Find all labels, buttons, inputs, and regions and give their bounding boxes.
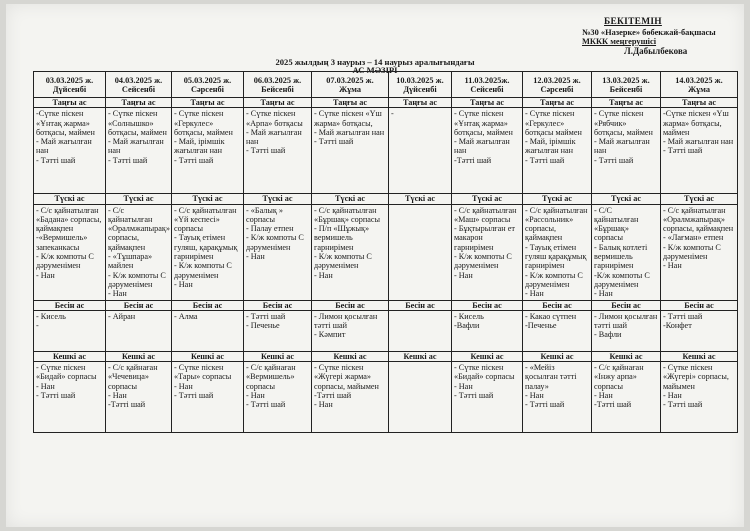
meal-cell: - С/с қайнатылған «Бадана» сорпасы, қаймақпен -«Вермишель» запеканкасы - К/ж компоты С дәруменімен - Нан (34, 204, 106, 300)
meal-cell: - С/с қайнаған «Чечевица» сорпасы - Нан -Тәтті шай (106, 362, 172, 433)
meal-label: Кешкі ас (452, 351, 523, 361)
meal-label: Таңғы ас (592, 98, 661, 108)
breakfast-row (34, 108, 738, 194)
day-header: 13.03.2025 ж. Бейсенбі (592, 72, 661, 98)
day-header: 06.03.2025 ж. Бейсенбі (244, 72, 312, 98)
meal-label: Түскі ас (661, 194, 738, 204)
afternoon-snack-label-row (34, 300, 738, 310)
approval-signatory: Л.Дабылбекова (624, 45, 688, 56)
meal-cell: -Сүтке піскен «Үш жарма» ботқасы, маймен - Май жағылған нан - Тәтті шай (661, 108, 738, 194)
meal-label: Түскі ас (452, 194, 523, 204)
meal-cell: - С/с қайнатылған «Үй кеспесі» сорпасы - Тауық етімен гуляш, қарақұмық гарнирімен - К/ж компоты С дәруменімен - Нан (172, 204, 244, 300)
day-header: 04.03.2025 ж. Сейсенбі (106, 72, 172, 98)
meal-cell: -Сүтке піскен «Ұнтақ жарма» ботқасы, маймен - Май жағылған нан - Тәтті шай (34, 108, 106, 194)
meal-label: Кешкі ас (661, 351, 738, 361)
day-header: 11.03.2025ж. Сейсенбі (452, 72, 523, 98)
meal-label: Түскі ас (523, 194, 592, 204)
meal-label: Түскі ас (34, 194, 106, 204)
meal-label: Кешкі ас (592, 351, 661, 361)
meal-cell: - Тәтті шай - Печенье (244, 310, 312, 351)
meal-cell: - «Мейіз қосылған тәтті палау» - Нан - Тәтті шай (523, 362, 592, 433)
dinner-row (34, 362, 738, 433)
meal-label: Таңғы ас (106, 98, 172, 108)
meal-cell: - (389, 108, 452, 194)
meal-cell (389, 310, 452, 351)
meal-cell: - Тәтті шай -Конфет (661, 310, 738, 351)
meal-cell: - «Балық » сорпасы - Палау етпен - К/ж компоты С дәруменімен - Нан (244, 204, 312, 300)
meal-cell: - Сүтке піскен «Жүгері» сорпасы, майымен - Нан - Тәтті шай (661, 362, 738, 433)
menu-title: АС МӘЗІРІ (352, 65, 398, 75)
meal-cell: - Сүтке піскен «Геркулес» ботқасы, маймен - Май, ірімшік жағылған нан - Тәтті шай (172, 108, 244, 194)
meal-cell: - Лимон қосылған тәтті шай - Вафли (592, 310, 661, 351)
meal-cell: - С/с қайнаған «Інжу арпа» сорпасы - Нан -Тәтті шай (592, 362, 661, 433)
meal-label: Түскі ас (592, 194, 661, 204)
meal-cell: - С/с қайнатылған «Оралмжапырақ» сорпасы, қаймақпен - «Тұшпара» майлен - К/ж компоты С дәруменімен - Нан (106, 204, 172, 300)
meal-cell: - Сүтке піскен «Рябчик» ботқасы, маймен - Май жағылған нан - Тәтті шай (592, 108, 661, 194)
meal-cell: - Сүтке піскен «Солнышко» ботқасы, маймен - Май жағылған нан - Тәтті шай (106, 108, 172, 194)
meal-label: Бесін ас (452, 300, 523, 310)
lunch-label-row (34, 194, 738, 204)
meal-label: Кешкі ас (523, 351, 592, 361)
meal-label: Түскі ас (244, 194, 312, 204)
approval-stamp (582, 18, 742, 56)
meal-cell (389, 204, 452, 300)
menu-table (33, 71, 738, 433)
meal-cell: - Сүтке піскен «Үш жарма» ботқасы, - Май жағылған нан - Тәтті шай (312, 108, 389, 194)
meal-cell: - Алма (172, 310, 244, 351)
meal-label: Таңғы ас (34, 98, 106, 108)
meal-cell: - Айран (106, 310, 172, 351)
meal-label: Түскі ас (312, 194, 389, 204)
day-header-row (34, 72, 738, 98)
meal-cell: - С/С қайнатылған «Бұршақ» сорпасы - Балық котлеті вермишель гарнирімен -К/ж компоты С дәруменімен - Нан (592, 204, 661, 300)
meal-cell: - Сүтке піскен «Арпа» ботқасы - Май жағылған нан - Тәтті шай (244, 108, 312, 194)
meal-label: Таңғы ас (389, 98, 452, 108)
meal-cell: - Какао сүтпен -Печенье (523, 310, 592, 351)
day-header: 10.03.2025 ж. Дүйсенбі (389, 72, 452, 98)
approval-position: МККК меңгерушісі (582, 37, 657, 47)
meal-label: Кешкі ас (389, 351, 452, 361)
meal-cell: - Сүтке піскен «Бидай» сорпасы - Нан - Тәтті шай (452, 362, 523, 433)
meal-cell: - Сүтке піскен «Жүгері жарма» сорпасы, майымен -Тәтті шай - Нан (312, 362, 389, 433)
breakfast-label-row (34, 98, 738, 108)
meal-cell: - С/с қайнатылған «Маш» сорпасы - Бұқтырылған ет макарон гарнирімен - К/ж компоты С дәруменімен - Нан (452, 204, 523, 300)
meal-label: Таңғы ас (523, 98, 592, 108)
meal-label: Таңғы ас (244, 98, 312, 108)
meal-cell: - Сүтке піскен «Ұнтақ жарма» ботқасы, маймен - Май жағылған нан -Тәтті шай (452, 108, 523, 194)
meal-label: Кешкі ас (244, 351, 312, 361)
meal-label: Таңғы ас (661, 98, 738, 108)
meal-label: Бесін ас (172, 300, 244, 310)
meal-label: Таңғы ас (452, 98, 523, 108)
day-header: 05.03.2025 ж. Сәрсенбі (172, 72, 244, 98)
meal-label: Түскі ас (172, 194, 244, 204)
meal-cell: - С/с қайнатылған «Оралмжапырақ» сорпасы, қаймақпен - «Лағман» етпен - К/ж компоты С дәруменімен - Нан (661, 204, 738, 300)
meal-label: Бесін ас (389, 300, 452, 310)
meal-cell: - Кисель -Вафли (452, 310, 523, 351)
approval-organization: №30 «Назерке» бөбекжай-бақшасы (582, 27, 716, 37)
meal-label: Таңғы ас (312, 98, 389, 108)
meal-label: Бесін ас (661, 300, 738, 310)
meal-label: Бесін ас (312, 300, 389, 310)
meal-label: Бесін ас (106, 300, 172, 310)
meal-cell (389, 362, 452, 433)
meal-cell: - С/с қайнатылған «Рассольник» сорпасы, қаймақпен - Тауық етімен гуляш қарақұмық гарнирімен - К/ж компоты С дәруменімен - Нан (523, 204, 592, 300)
day-header: 14.03.2025 ж. Жұма (661, 72, 738, 98)
meal-label: Түскі ас (389, 194, 452, 204)
lunch-row (34, 204, 738, 300)
meal-cell: - Лимон қосылған тәтті шай - Кәмпит (312, 310, 389, 351)
meal-label: Кешкі ас (172, 351, 244, 361)
dinner-label-row (34, 351, 738, 361)
meal-label: Кешкі ас (106, 351, 172, 361)
meal-label: Түскі ас (106, 194, 172, 204)
day-header: 03.03.2025 ж. Дүйсенбі (34, 72, 106, 98)
approval-title: БЕКІТЕМІН (604, 17, 662, 27)
meal-label: Бесін ас (523, 300, 592, 310)
day-header: 07.03.2025 ж. Жұма (312, 72, 389, 98)
day-header: 12.03.2025 ж. Сәрсенбі (523, 72, 592, 98)
meal-cell: - Кисель - (34, 310, 106, 351)
menu-period-heading: 2025 жылдың 3 наурыз – 14 наурыз аралығындағы (275, 57, 475, 67)
meal-cell: - С/с қайнатылған «Бұршақ» сорпасы - П/п «Шұжық» вермишель гарнирімен - К/ж компоты С дәруменімен - Нан (312, 204, 389, 300)
meal-label: Кешкі ас (312, 351, 389, 361)
meal-label: Таңғы ас (172, 98, 244, 108)
afternoon-snack-row (34, 310, 738, 351)
meal-label: Бесін ас (34, 300, 106, 310)
meal-cell: - Сүтке піскен «Бидай» сорпасы - Нан - Тәтті шай (34, 362, 106, 433)
meal-label: Бесін ас (592, 300, 661, 310)
meal-cell: - Сүтке піскен «Тары» сорпасы - Нан - Тәтті шай (172, 362, 244, 433)
menu-body (34, 98, 738, 433)
meal-label: Бесін ас (244, 300, 312, 310)
meal-cell: - С/с қайнаған «Вермишель» сорпасы - Нан - Тәтті шай (244, 362, 312, 433)
meal-cell: - Сүтке піскен «Геркулес» ботқасы маймен - Май, ірімшік жағылған нан - Тәтті шай (523, 108, 592, 194)
meal-label: Кешкі ас (34, 351, 106, 361)
